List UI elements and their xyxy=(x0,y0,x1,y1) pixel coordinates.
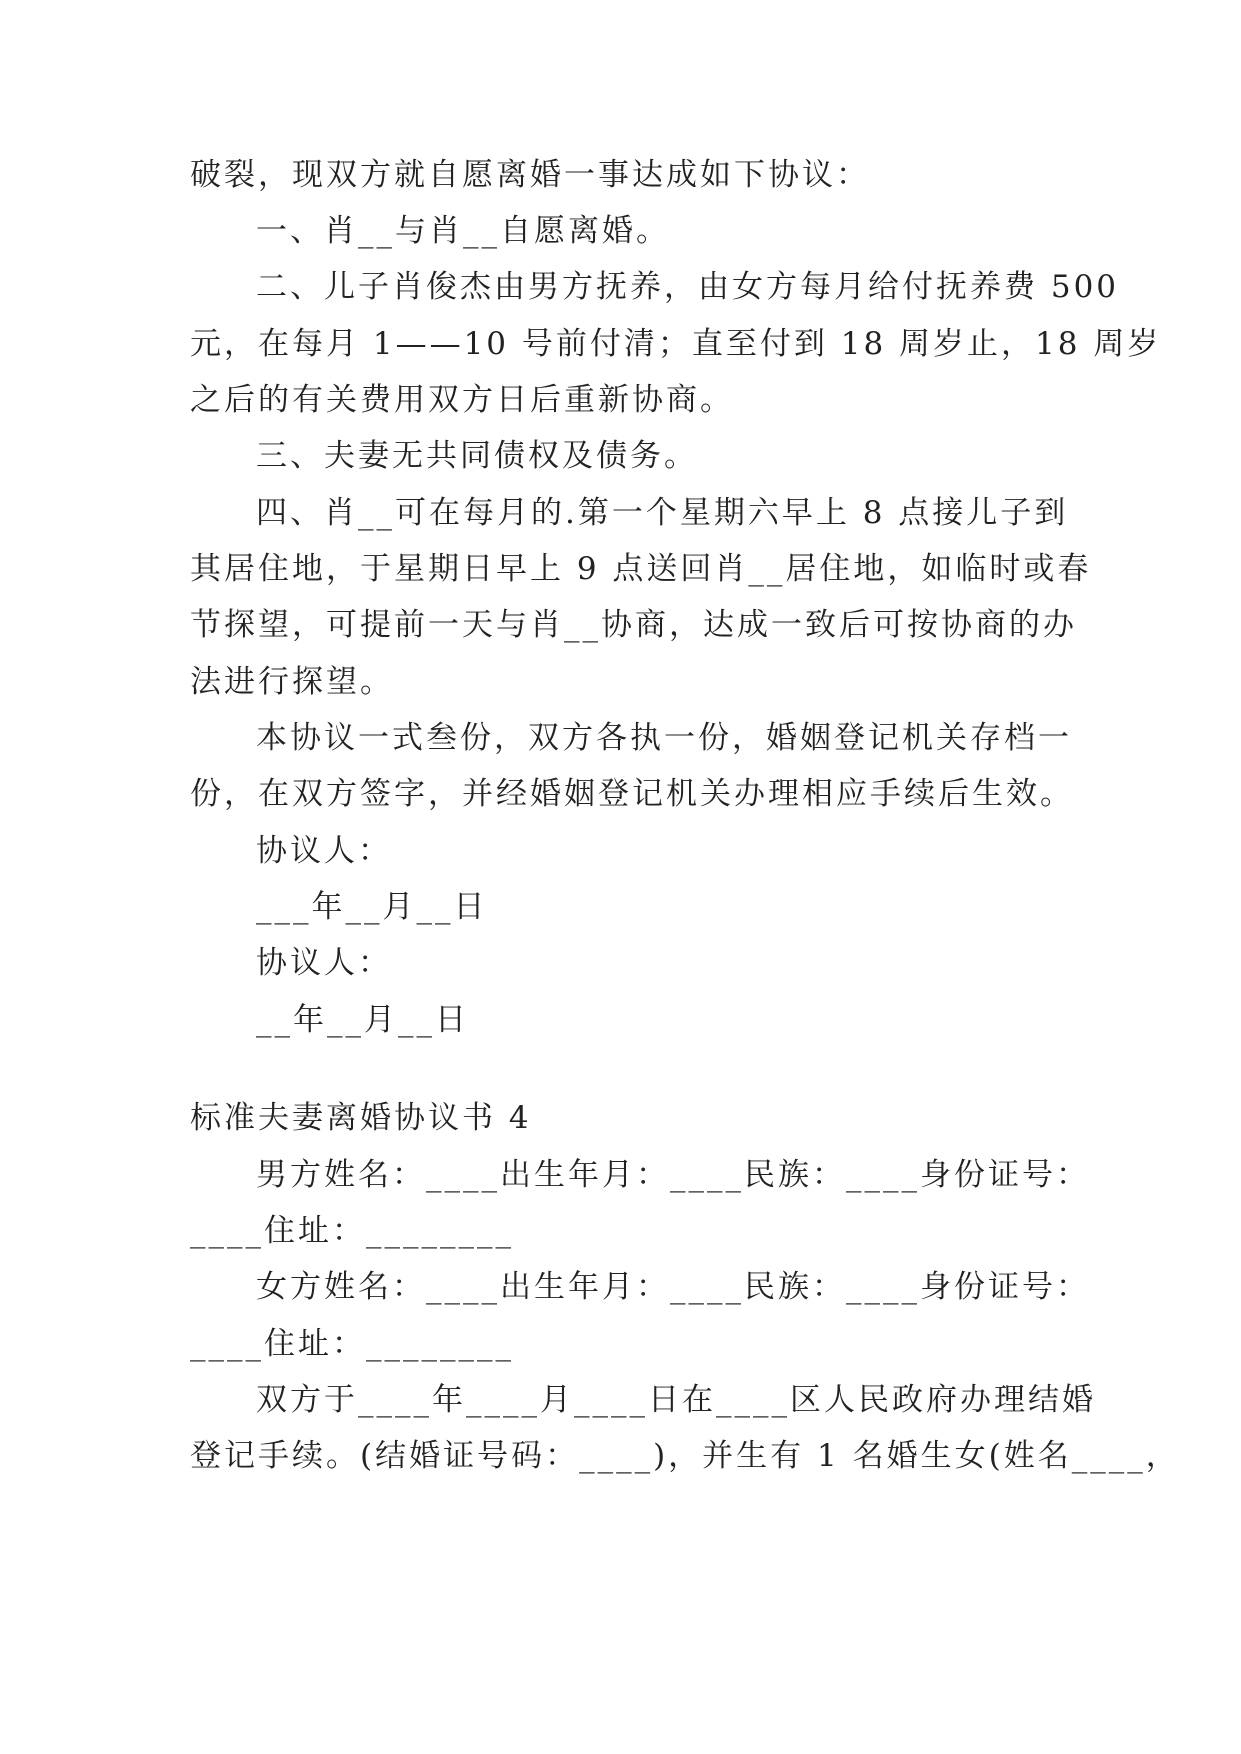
clause-3: 三、夫妻无共同债权及债务。 xyxy=(256,438,698,474)
signatory-label: 协议人： xyxy=(256,945,392,981)
agreement-copies: 本协议一式叁份，双方各执一份，婚姻登记机关存档一 xyxy=(256,720,1072,756)
husband-info: 男方姓名：____出生年月：____民族：____身份证号： xyxy=(256,1157,1090,1193)
paragraph-line: 份，在双方签字，并经婚姻登记机关办理相应手续后生效。 xyxy=(190,776,1074,812)
signatory-label: 协议人： xyxy=(256,833,392,869)
husband-address: ____住址：________ xyxy=(190,1213,514,1249)
paragraph-line: 登记手续。(结婚证号码：____)，并生有 1 名婚生女(姓名____， xyxy=(190,1438,1180,1474)
signature-date: __年__月__日 xyxy=(256,1002,469,1038)
clause-2: 二、儿子肖俊杰由男方抚养，由女方每月给付抚养费 500 xyxy=(256,269,1120,305)
marriage-registration: 双方于____年____月____日在____区人民政府办理结婚 xyxy=(256,1382,1096,1418)
paragraph-line: 破裂，现双方就自愿离婚一事达成如下协议： xyxy=(190,157,870,193)
paragraph-line: 元，在每月 1——10 号前付清；直至付到 18 周岁止，18 周岁 xyxy=(190,326,1162,362)
paragraph-line: 节探望，可提前一天与肖__协商，达成一致后可按协商的办 xyxy=(190,607,1077,643)
clause-1: 一、肖__与肖__自愿离婚。 xyxy=(256,213,670,249)
signature-date: ___年__月__日 xyxy=(256,889,488,925)
section-heading: 标准夫妻离婚协议书 4 xyxy=(190,1100,532,1136)
paragraph-line: 之后的有关费用双方日后重新协商。 xyxy=(190,382,734,418)
wife-info: 女方姓名：____出生年月：____民族：____身份证号： xyxy=(256,1269,1090,1305)
paragraph-line: 其居住地，于星期日早上 9 点送回肖__居住地，如临时或春 xyxy=(190,551,1092,587)
clause-4: 四、肖__可在每月的.第一个星期六早上 8 点接儿子到 xyxy=(256,495,1069,531)
wife-address: ____住址：________ xyxy=(190,1326,514,1362)
paragraph-line: 法进行探望。 xyxy=(190,664,394,700)
